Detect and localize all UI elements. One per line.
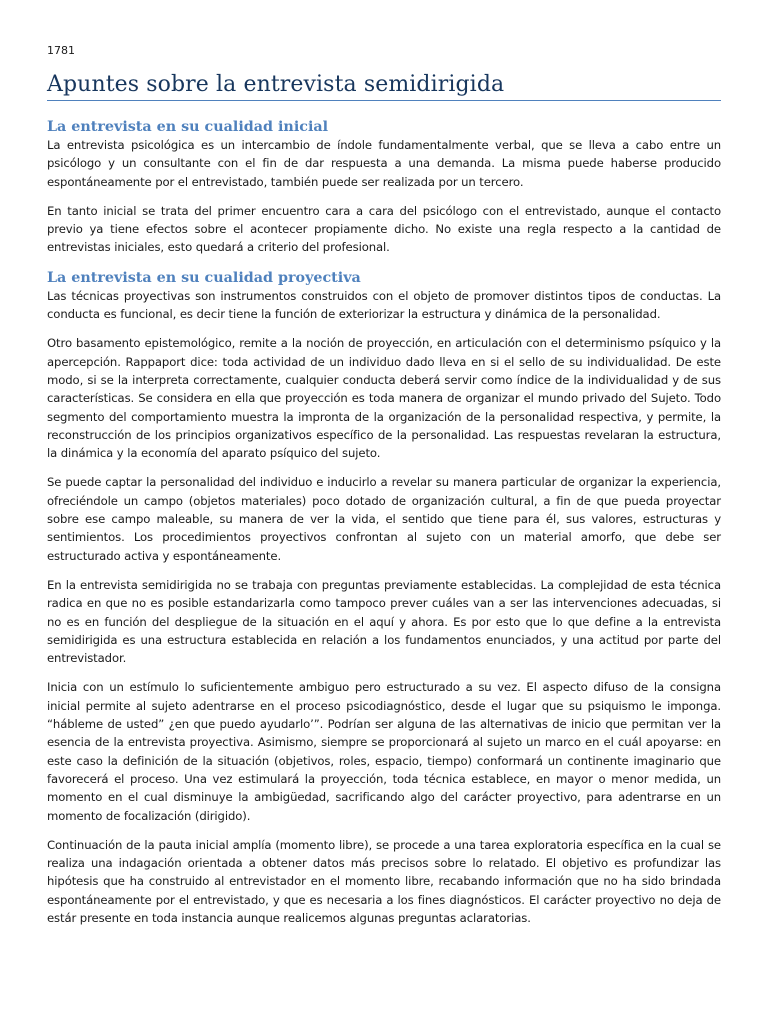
paragraph: En tanto inicial se trata del primer encuentro cara a cara del psicólogo con el entrevistado, aunque el contacto previo ya tiene efectos sobre el acontecer propiamente dicho. No existe una regla respecto a la cantidad de entrevistas iniciales, esto quedará a criterio del profesional. [47, 203, 721, 255]
paragraph: Otro basamento epistemológico, remite a la noción de proyección, en articulación con el determinismo psíquico y la apercepción. Rappaport dice: toda actividad de un individuo dado lleva en si el sello de su individualidad. De este modo, si se la interpreta correctamente, cualquier conducta deberá servir como índice de la individualidad y de sus características. Se considera en ella que proyección es toda manera de organizar el mundo privado del Sujeto. Todo segmento del comportamiento muestra la impronta de la organización de la personalidad respectiva, y permite, la reconstrucción de los principios organizativos específico de la personalidad. Las respuestas revelaran la estructura, la dinámica y la economía del aparato psíquico del sujeto. [47, 336, 721, 461]
document-title: Apuntes sobre la entrevista semidirigida [47, 72, 721, 101]
section-heading-proyectiva: La entrevista en su cualidad proyectiva [47, 269, 361, 286]
paragraph: Las técnicas proyectivas son instrumentos construidos con el objeto de promover distintos tipos de conductas. La conducta es funcional, es decir tiene la función de exteriorizar la estructura y dinámica de la personalidad. [47, 288, 721, 322]
section-heading-inicial: La entrevista en su cualidad inicial [47, 119, 329, 135]
paragraph: Inicia con un estímulo lo suficientemente ambiguo pero estructurado a su vez. El aspecto difuso de la consigna inicial permite al sujeto adentrarse en el proceso psicodiagnóstico, desde el lugar que su psiquismo le imponga. “hábleme de usted” ¿en que puedo ayudarlo’”. Podrían ser alguna de las alternativas de inicio que permitan ver la esencia de la entrevista proyectiva. Asimismo, siempre se proporcionará al sujeto un marco en el cuál apoyarse: en este caso la definición de la situación (objetivos, roles, espacio, tiempo) conformará un continente imaginario que favorecerá el proceso. Una vez estimulará la proyección, toda técnica establece, en mayor o menor medida, un momento en el cual disminuye la ambigüedad, sacrificando algo del carácter proyectivo, para adentrarse en un momento de focalización (dirigido). [47, 680, 721, 823]
page-number: 1781 [47, 44, 75, 57]
paragraph: En la entrevista semidirigida no se trabaja con preguntas previamente establecidas. La complejidad de esta técnica radica en que no es posible estandarizarla como tampoco prever cuáles van a ser las intervenciones adecuadas, si no es en función del despliegue de la situación en el aquí y ahora. Es por esto que lo que define a la entrevista semidirigida es una estructura establecida en relación a los fundamentos enunciados, y una actitud por parte del entrevistador. [47, 577, 721, 666]
paragraph: Continuación de la pauta inicial amplía (momento libre), se procede a una tarea exploratoria específica en la cual se realiza una indagación orientada a obtener datos más precisos sobre lo relatado. El objetivo es profundizar las hipótesis que ha construido al entrevistador en el momento libre, recabando información que no ha sido brindada espontáneamente por el entrevistado, y que es necesaria a los fines diagnósticos. El carácter proyectivo no deja de estár presente en toda instancia aunque realicemos algunas preguntas aclaratorias. [47, 837, 721, 925]
paragraph: La entrevista psicológica es un intercambio de índole fundamentalmente verbal, que se lleva a cabo entre un psicólogo y un consultante con el fin de dar respuesta a una demanda. La misma puede haberse producido espontáneamente por el entrevistado, también puede ser realizada por un tercero. [47, 138, 721, 189]
paragraph: Se puede captar la personalidad del individuo e inducirlo a revelar su manera particular de organizar la experiencia, ofreciéndole un campo (objetos materiales) poco dotado de organización cultural, a fin de que pueda proyectar sobre ese campo maleable, su manera de ver la vida, el sentido que tiene para él, sus valores, estructuras y sentimientos. Los procedimientos proyectivos confrontan al sujeto con un material amorfo, que debe ser estructurado activa y espontáneamente. [47, 475, 721, 563]
